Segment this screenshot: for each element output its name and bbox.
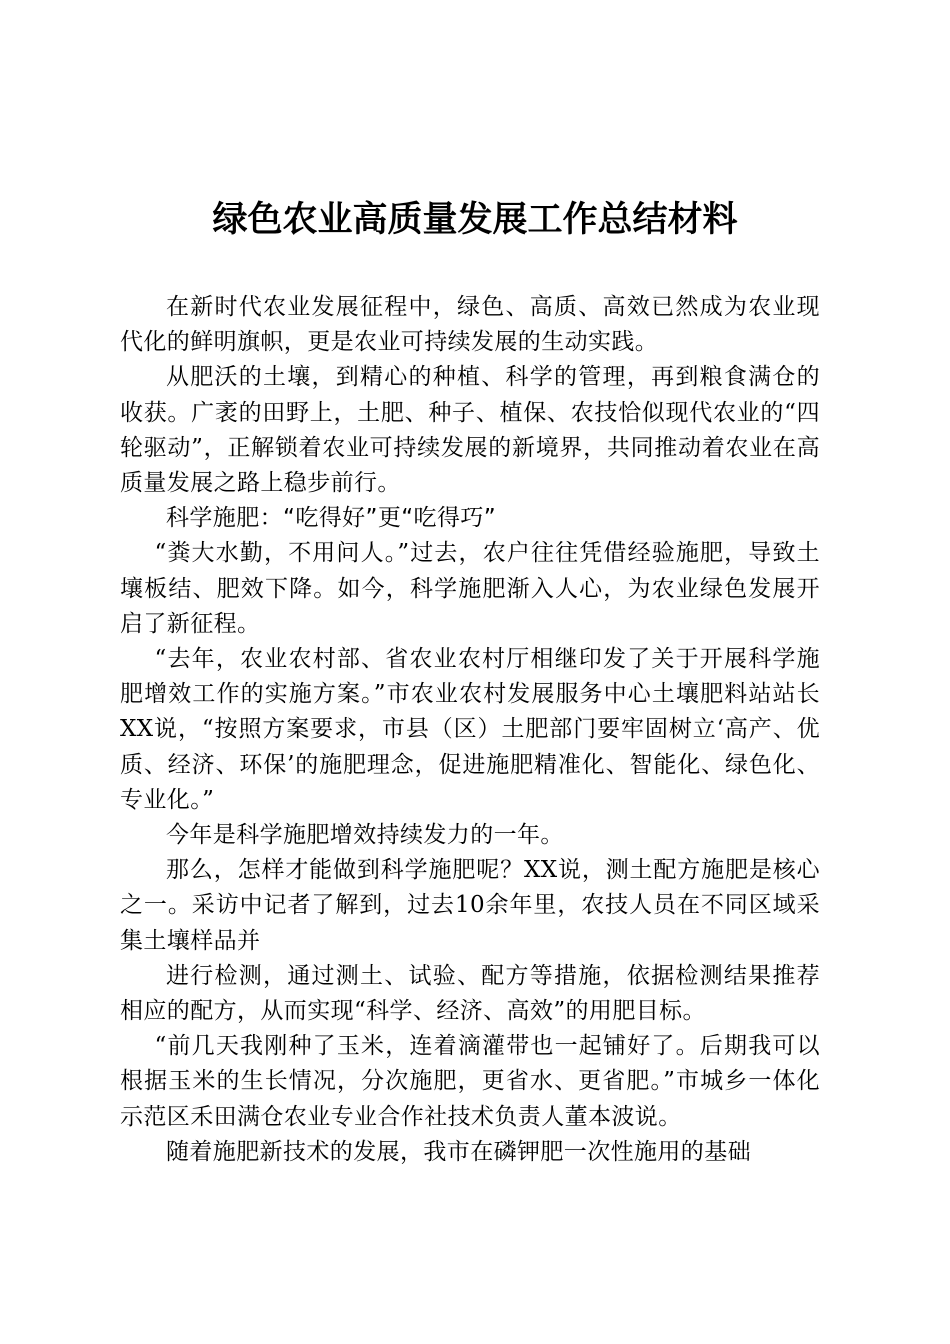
paragraph-farmer-quote: “前几天我刚种了玉米，连着滴灌带也一起铺好了。后期我可以根据玉米的生长情况，分次施肥，更省水、更省肥。”市城乡一体化示范区禾田满仓农业专业合作社技术负责人董本波说。 <box>120 1033 820 1130</box>
paragraph-past-practice: “粪大水勤，不用问人。”过去，农户往往凭借经验施肥，导致土壤板结、肥效下降。如今，科学施肥渐入人心，为农业绿色发展开启了新征程。 <box>120 540 820 637</box>
section-heading-scientific-fertilization: 科学施肥：“吃得好”更“吃得巧” <box>166 505 497 532</box>
paragraph-soil-testing: 那么，怎样才能做到科学施肥呢？XX说，测土配方施肥是核心之一。采访中记者了解到，过去10余年里，农技人员在不同区域采集土壤样品并 <box>120 857 820 954</box>
paragraph-new-technology: 随着施肥新技术的发展，我市在磷钾肥一次性施用的基础 <box>166 1138 751 1165</box>
paragraph-four-wheel-drive: 从肥沃的土壤，到精心的种植、科学的管理，再到粮食满仓的收获。广袤的田野上，土肥、种子、植保、农技恰似现代农业的“四轮驱动”，正解锁着农业可持续发展的新境界，共同推动着农业在高质量发展之路上稳步前行。 <box>120 364 820 497</box>
paragraph-testing-results: 进行检测，通过测土、试验、配方等措施，依据检测结果推荐相应的配方，从而实现“科学、经济、高效”的用肥目标。 <box>120 962 820 1025</box>
document-body <box>120 290 820 1170</box>
paragraph-implementation-plan: “去年，农业农村部、省农业农村厅相继印发了关于开展科学施肥增效工作的实施方案。”市农业农村发展服务中心土壤肥料站站长XX说，“按照方案要求，市县（区）土肥部门要牢固树立‘高产、优质、经济、环保’的施肥理念，促进施肥精准化、智能化、绿色化、专业化。” <box>120 646 820 813</box>
paragraph-intro: 在新时代农业发展征程中，绿色、高质、高效已然成为农业现代化的鲜明旗帜，更是农业可持续发展的生动实践。 <box>120 294 820 356</box>
document-title: 绿色农业高质量发展工作总结材料 <box>212 199 738 240</box>
paragraph-this-year: 今年是科学施肥增效持续发力的一年。 <box>166 822 564 849</box>
